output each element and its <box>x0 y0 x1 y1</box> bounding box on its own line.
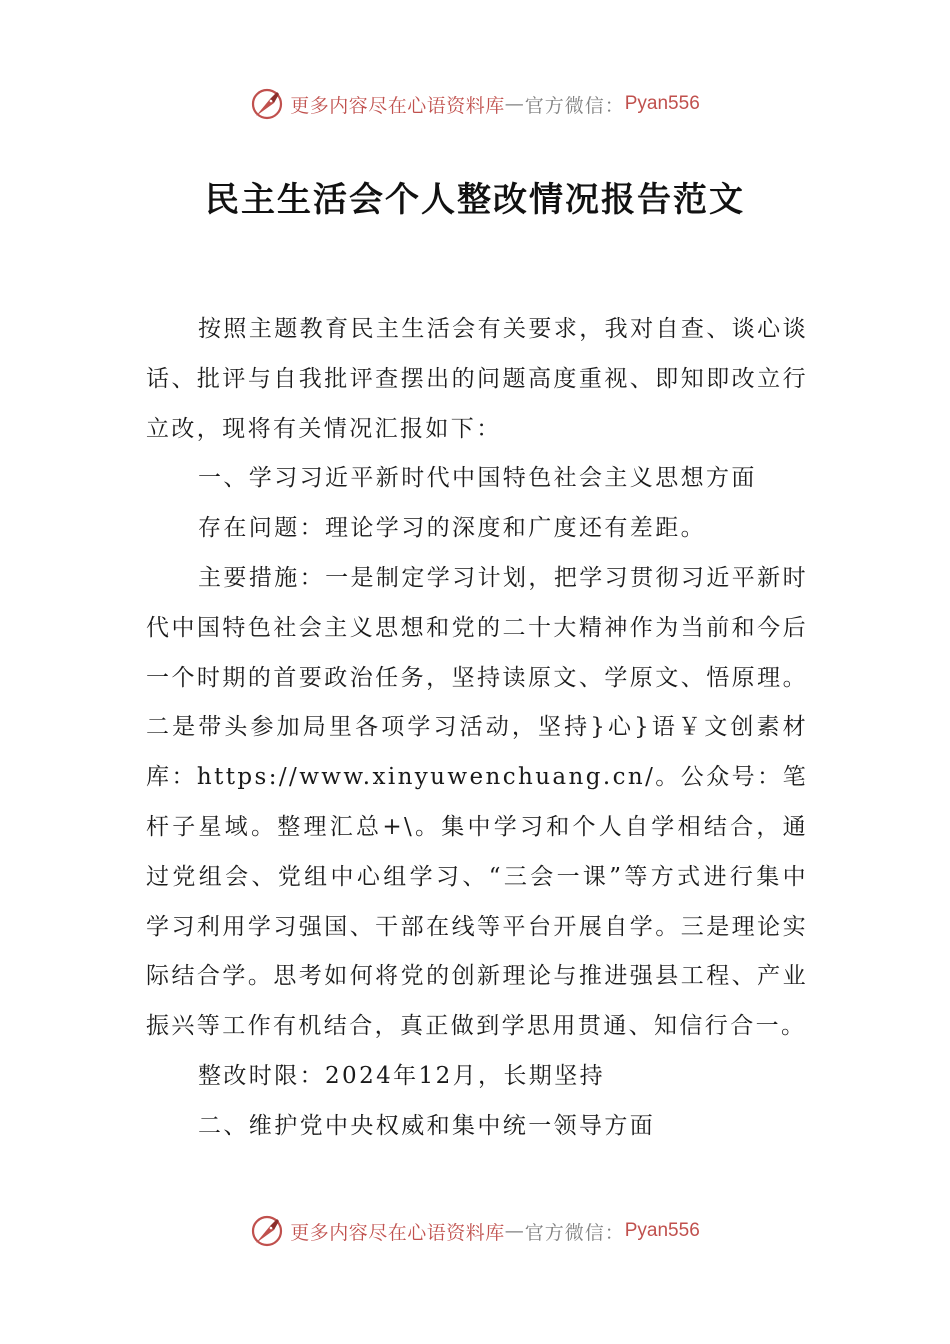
document-body <box>146 305 808 1152</box>
paragraph: 按照主题教育民主生活会有关要求，我对自查、谈心谈话、批评与自我批评查摆出的问题高度重视、即知即改立行立改，现将有关情况汇报如下： <box>146 316 808 442</box>
paragraph: 整改时限：2024年12月，长期坚持 <box>198 1062 605 1089</box>
banner-separator: — <box>504 1220 525 1242</box>
paragraph: 主要措施：一是制定学习计划，把学习贯彻习近平新时代中国特色社会主义思想和党的二十大精神作为当前和今后一个时期的首要政治任务，坚持读原文、学原文、悟原理。二是带头参加局里各项学习活动，坚持}心}语￥文创素材库：https://www.xinyuwenchuang.cn/。公众号：笔杆子星域。整理汇总+\。集中学习和个人自学相结合，通过党组会、党组中心组学习、“三会一课”等方式进行集中学习利用学习强国、干部在线等平台开展自学。三是理论实际结合学。思考如何将党的创新理论与推进强县工程、产业振兴等工作有机结合，真正做到学思用贯通、知信行合一。 <box>146 564 808 1040</box>
paragraph: 一、学习习近平新时代中国特色社会主义思想方面 <box>198 465 757 492</box>
paragraph: 二、维护党中央权威和集中统一领导方面 <box>198 1112 656 1139</box>
pen-nib-logo-icon <box>250 1214 284 1248</box>
banner-wechat-label: 官方微信： <box>524 94 625 117</box>
banner-separator: — <box>504 93 525 115</box>
pen-nib-logo-icon <box>250 87 284 121</box>
banner-text: 更多内容尽在心语资料库 <box>290 1221 505 1244</box>
header-banner <box>0 84 950 124</box>
banner-wechat-id: Pyan556 <box>624 93 700 114</box>
banner-wechat-id: Pyan556 <box>624 1220 700 1241</box>
banner-wechat-label: 官方微信： <box>524 1221 625 1244</box>
banner-text: 更多内容尽在心语资料库 <box>290 94 505 117</box>
footer-banner <box>0 1211 950 1251</box>
document-title: 民主生活会个人整改情况报告范文 <box>205 180 745 220</box>
paragraph: 存在问题：理论学习的深度和广度还有差距。 <box>198 515 706 542</box>
